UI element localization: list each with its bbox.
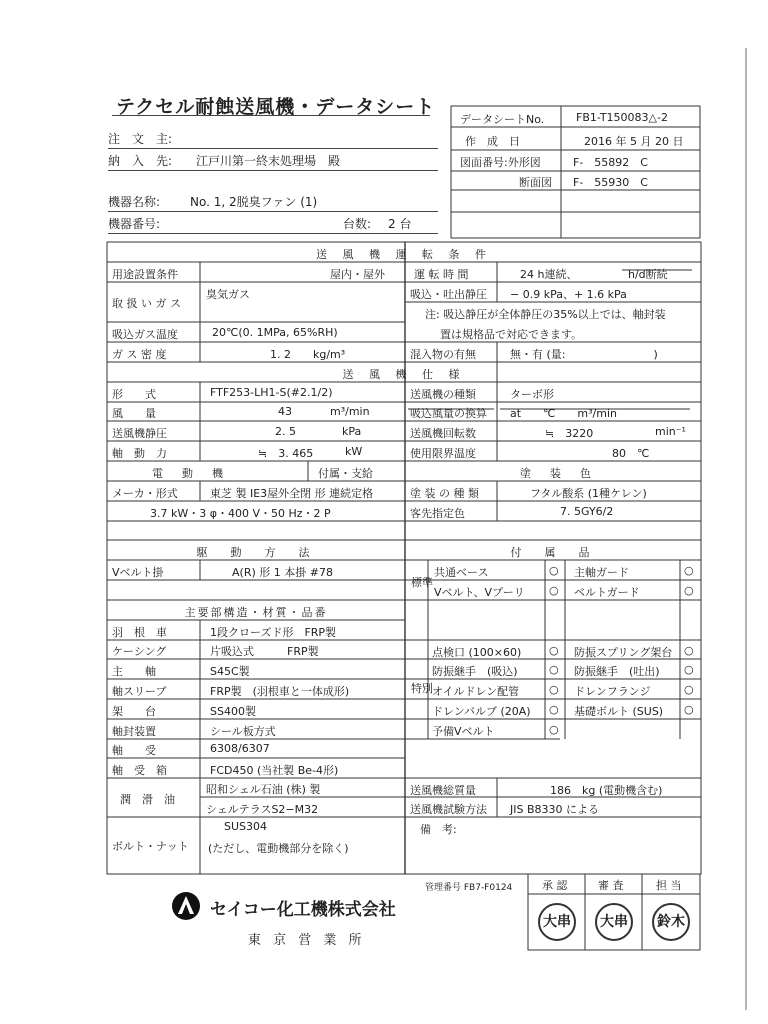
model-value: FTF253-LH1-S(#2.1/2) <box>210 386 333 399</box>
mixture-label: 混入物の有無 <box>410 348 476 361</box>
branch-name: 東 京 営 業 所 <box>248 933 366 948</box>
fan-type-value: ターボ形 <box>510 388 554 401</box>
conv-value: at ℃ m³/min <box>510 407 617 420</box>
part-value: 片吸込式 FRP製 <box>210 645 319 658</box>
special-label: 特別 <box>411 682 433 695</box>
belt-label: Vベルト掛 <box>112 566 164 579</box>
part-value: FRP製 (羽根車と一体成形) <box>210 685 350 698</box>
accessory-item: 予備Vベルト <box>432 725 495 738</box>
date-value: 2016 年 5 月 20 日 <box>584 135 684 148</box>
lube-value-1: 昭和シェル石油 (株) 製 <box>206 783 321 796</box>
static-value: − 0.9 kPa、+ 1.6 kPa <box>510 288 627 301</box>
part-label: 軸 受 箱 <box>112 764 167 777</box>
bolt-label: ボルト・ナット <box>112 840 189 853</box>
accessory-item: 防振継手 (吐出) <box>574 665 660 678</box>
check-circle-icon: ○ <box>549 663 559 676</box>
model-label: 形 式 <box>112 388 156 401</box>
part-label: 軸封装置 <box>112 725 156 738</box>
lube-label: 潤 滑 油 <box>120 793 175 806</box>
weight-value: 186 kg (電動機含む) <box>550 784 663 797</box>
motor-sub-heading: 付属・支給 <box>318 467 373 480</box>
section-label: 断面図 <box>519 176 552 189</box>
mgmt-no: 管理番号 FB7-F0124 <box>425 883 513 893</box>
check-circle-icon: ○ <box>684 663 694 676</box>
temp-value: 20℃(0. 1MPa, 65%RH) <box>212 326 338 339</box>
count-label: 台数: <box>343 217 372 231</box>
check-circle-icon: ○ <box>549 584 559 597</box>
accessory-item: ベルトガード <box>574 586 640 599</box>
test-label: 送風機試験方法 <box>410 803 487 816</box>
accessory-item: 点検口 (100×60) <box>432 646 522 659</box>
flow-label: 風 量 <box>112 407 156 420</box>
check-circle-icon: ○ <box>549 683 559 696</box>
equip-name-label: 機器名称: <box>108 195 161 209</box>
company-name: セイコー化工機株式会社 <box>210 900 396 920</box>
rpm-unit: min⁻¹ <box>655 425 686 438</box>
accessory-item: 防振継手 (吸込) <box>432 665 518 678</box>
drive-heading: 駆 動 方 法 <box>196 546 316 559</box>
mixture-value: 無・有 (量: ) <box>510 348 658 361</box>
motor-heading: 電 動 機 <box>152 467 227 480</box>
flow-value: 43 <box>278 405 292 418</box>
part-value: シール板方式 <box>210 725 276 738</box>
check-circle-icon: ○ <box>684 703 694 716</box>
remarks-label: 備 考: <box>420 823 457 836</box>
power-unit: kW <box>345 445 363 458</box>
install-label: 用途設置条件 <box>112 268 178 281</box>
install-value: 屋内・屋外 <box>330 268 385 281</box>
pressure-label: 送風機静圧 <box>112 427 167 440</box>
belt-value: A(R) 形 1 本掛 #78 <box>232 566 333 579</box>
drawing-value: F- 55892 C <box>573 156 648 169</box>
rpm-label: 送風機回転数 <box>410 427 476 440</box>
review-label: 審 査 <box>598 879 624 892</box>
charge-label: 担 当 <box>656 879 682 892</box>
flow-unit: m³/min <box>330 405 370 418</box>
delivery-value: 江戸川第一終末処理場 殿 <box>196 154 341 168</box>
check-circle-icon: ○ <box>549 564 559 577</box>
check-circle-icon: ○ <box>684 683 694 696</box>
limit-temp-label: 使用限界温度 <box>410 447 476 460</box>
motor-spec-value: 3.7 kW・3 φ・400 V・50 Hz・2 P <box>150 507 331 520</box>
page-title: テクセル耐蝕送風機・データシート <box>116 96 436 118</box>
check-circle-icon: ○ <box>549 644 559 657</box>
part-label: 軸 受 <box>112 744 156 757</box>
paint-color-label: 客先指定色 <box>410 507 465 520</box>
gas-label: 取 扱 い ガ ス <box>112 297 181 310</box>
accessory-item: オイルドレン配管 <box>432 685 520 698</box>
part-value: 6308/6307 <box>210 742 270 755</box>
paint-color-value: 7. 5GY6/2 <box>560 505 614 518</box>
part-label: 軸スリーブ <box>112 685 167 698</box>
power-label: 軸 動 力 <box>112 447 167 460</box>
limit-temp-value: 80 ℃ <box>612 447 650 460</box>
maker-value: 東芝 製 IE3屋外全閉 形 連続定格 <box>210 487 374 500</box>
check-circle-icon: ○ <box>549 703 559 716</box>
date-label: 作 成 日 <box>465 135 520 148</box>
part-label: ケーシング <box>112 645 167 658</box>
accessory-item: 基礎ボルト (SUS) <box>574 705 664 718</box>
part-value: SS400製 <box>210 705 256 718</box>
temp-label: 吸込ガス温度 <box>112 328 178 341</box>
note-line-2: 置は規格品で対応できます。 <box>440 328 583 341</box>
op-cond-heading: 送 風 機 運 転 条 件 <box>316 248 492 261</box>
gas-value: 臭気ガス <box>206 288 250 301</box>
equip-name-value: No. 1, 2脱臭ファン (1) <box>190 195 318 209</box>
drawing-label: 図面番号:外形図 <box>460 156 541 169</box>
rpm-value: ≒ 3220 <box>545 427 594 440</box>
note-line-1: 注: 吸込静圧が全体静圧の35%以上では、軸封装 <box>425 308 666 321</box>
run-time-value: 24 h連続、 <box>520 268 578 281</box>
approve-label: 承 認 <box>542 879 568 892</box>
section-value: F- 55930 C <box>573 176 648 189</box>
accessory-item: ドレンフランジ <box>574 685 651 698</box>
paint-heading: 塗 装 色 <box>520 467 595 480</box>
maker-label: メーカ・形式 <box>112 487 178 500</box>
accessory-item: Vベルト、Vプーリ <box>434 586 525 599</box>
part-value: FCD450 (当社製 Be-4形) <box>210 764 339 777</box>
static-label: 吸込・吐出静圧 <box>410 288 487 301</box>
conv-label: 吸込風量の換算 <box>410 407 487 420</box>
accessory-item: 共通ベース <box>434 566 489 579</box>
weight-label: 送風機総質量 <box>410 784 476 797</box>
part-label: 羽 根 車 <box>112 626 167 639</box>
paint-kind-value: フタル酸系 (1種ケレン) <box>530 487 647 500</box>
check-circle-icon: ○ <box>684 644 694 657</box>
bolt-value-2: (ただし、電動機部分を除く) <box>208 842 349 855</box>
fan-spec-heading: 送 風 機 仕 様 <box>342 368 466 381</box>
parts-heading: 主要部構造・材質・品番 <box>184 606 328 619</box>
run-time-strike: h/d断続 <box>628 268 668 281</box>
density-label: ガ ス 密 度 <box>112 348 167 361</box>
approve-stamp: 大串 <box>538 903 576 941</box>
power-value: ≒ 3. 465 <box>258 447 314 460</box>
test-value: JIS B8330 による <box>510 803 600 816</box>
check-circle-icon: ○ <box>684 584 694 597</box>
orderer-label: 注 文 主: <box>108 132 173 146</box>
review-stamp: 大串 <box>595 903 633 941</box>
datasheet-no-value: FB1-T150083△-2 <box>576 111 668 124</box>
equip-no-label: 機器番号: <box>108 217 161 231</box>
pressure-value: 2. 5 <box>275 425 296 438</box>
check-circle-icon: ○ <box>549 723 559 736</box>
lube-value-2: シェルテラスS2−M32 <box>206 803 319 816</box>
accessory-item: 主軸ガード <box>574 566 629 579</box>
pressure-unit: kPa <box>342 425 362 438</box>
bolt-value-1: SUS304 <box>224 820 268 833</box>
check-circle-icon: ○ <box>684 564 694 577</box>
std-label: 標準 <box>411 576 433 589</box>
part-label: 架 台 <box>112 705 156 718</box>
accessories-heading: 付 属 品 <box>510 546 596 559</box>
part-label: 主 軸 <box>112 665 156 678</box>
delivery-label: 納 入 先: <box>108 154 173 168</box>
charge-stamp: 鈴木 <box>652 903 690 941</box>
accessory-item: ドレンバルブ (20A) <box>432 705 531 718</box>
part-value: 1段クローズド形 FRP製 <box>210 626 337 639</box>
fan-type-label: 送風機の種類 <box>410 388 476 401</box>
part-value: S45C製 <box>210 665 250 678</box>
count-value: 2 台 <box>388 217 412 231</box>
density-value: 1. 2 kg/m³ <box>270 348 346 361</box>
datasheet-no-label: データシートNo. <box>460 113 545 126</box>
run-time-label: 運 転 時 間 <box>414 268 469 281</box>
accessory-item: 防振スプリング架台 <box>574 646 673 659</box>
paint-kind-label: 塗 装 の 種 類 <box>410 487 479 500</box>
